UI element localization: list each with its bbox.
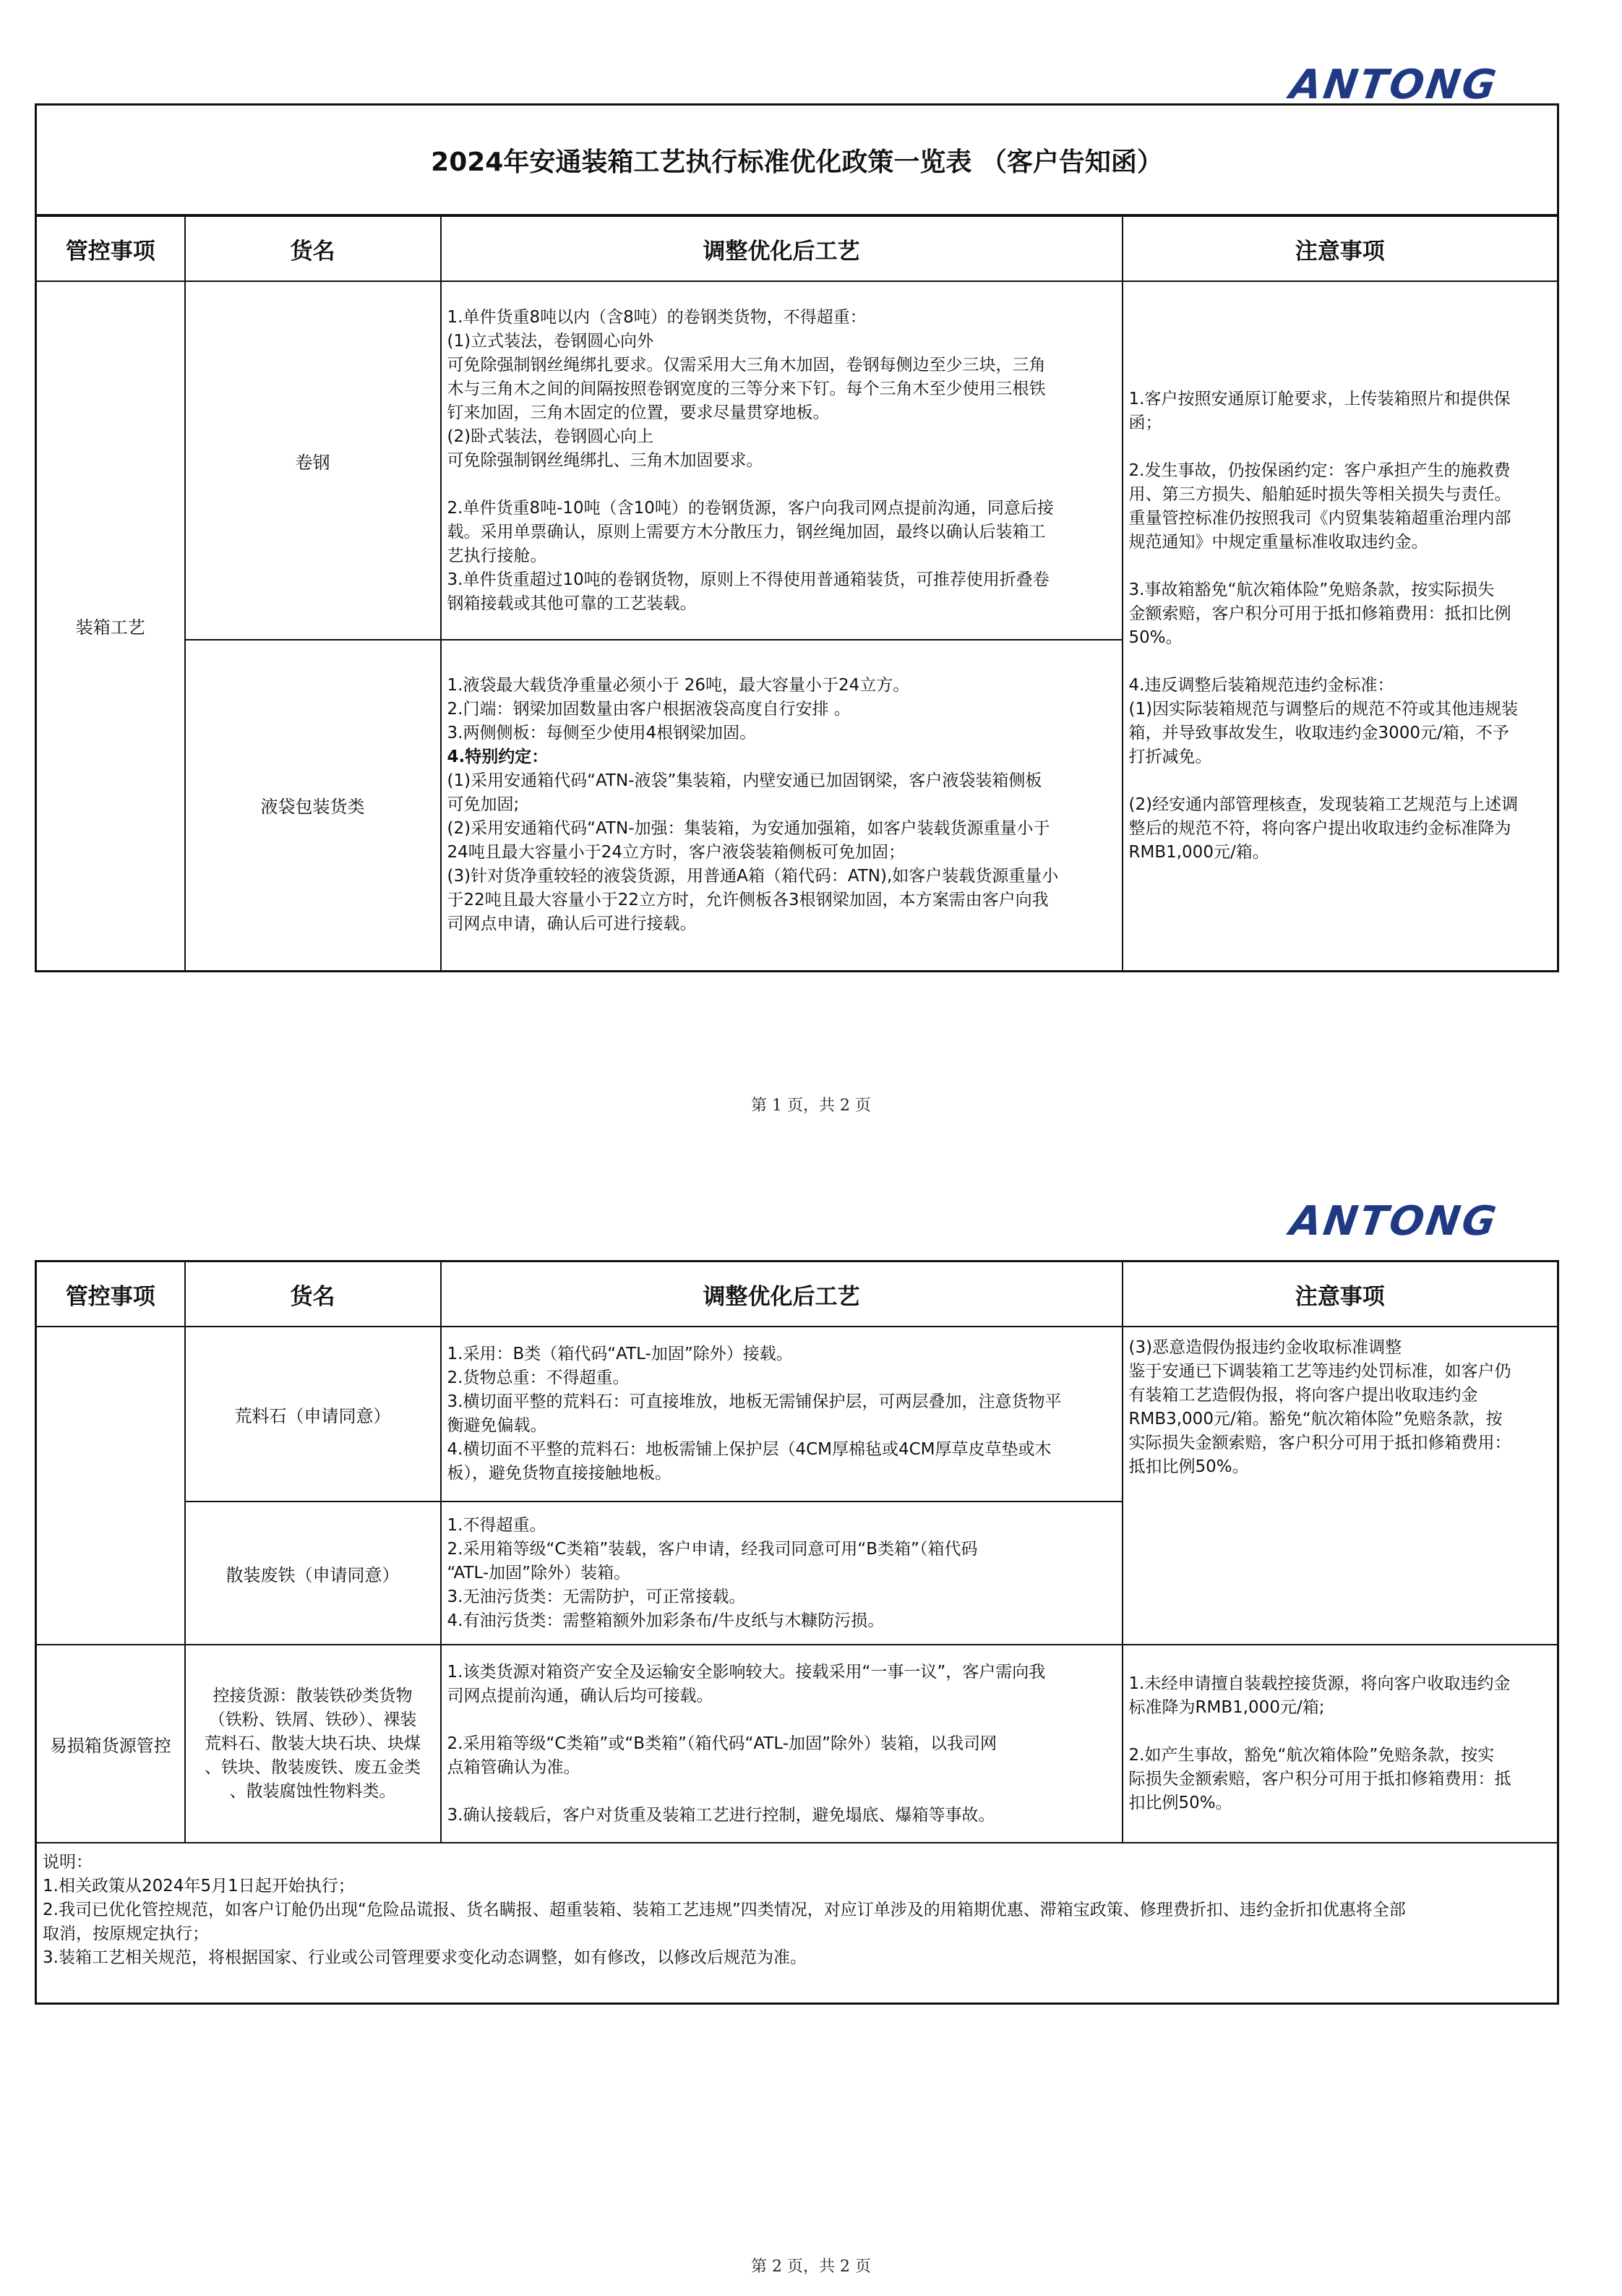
text-line: 4.有油污货类：需整箱额外加彩条布/牛皮纸与木糠防污损。 (447, 1611, 885, 1630)
text-line: 2.如产生事故，豁免“航次箱体险”免赔条款，按实 (1128, 1746, 1495, 1765)
text-line: 衡避免偏载。 (447, 1416, 547, 1435)
header-control: 管控事项 (36, 1261, 185, 1327)
antong-logo: ANTONG (1287, 1198, 1501, 1245)
document-title: 2024年安通装箱工艺执行标准优化政策一览表 （客户告知函） (36, 105, 1558, 216)
text-line: 2.采用箱等级“C类箱”或“B类箱”（箱代码“ATL-加固”除外）装箱，以我司网 (447, 1734, 997, 1753)
text-line: 函； (1128, 413, 1162, 432)
text-line: 打折减免。 (1128, 747, 1212, 766)
text-line: 1.不得超重。 (447, 1515, 546, 1535)
text-line: 可免加固; (447, 795, 520, 815)
goods-coil-steel: 卷钢 (185, 281, 441, 640)
text-line: 规范通知》中规定重量标准收取违约金。 (1128, 532, 1428, 552)
text-line: (2)采用安通箱代码“ATN-加强：集装箱，为安通加强箱，如客户装载货源重量小于 (447, 819, 1050, 839)
text-line: 3.两侧侧板：每侧至少使用4根钢梁加固。 (447, 724, 757, 743)
text-line: 可免除强制钢丝绳绑扎、三角木加固要求。 (447, 450, 763, 470)
text-gap (447, 1780, 1116, 1804)
text-line: “ATL-加固”除外）装箱。 (447, 1563, 631, 1582)
text-line: 1.该类货源对箱资产安全及运输安全影响较大。接载采用“一事一议”，客户需向我 (447, 1662, 1046, 1682)
text-line: 扣比例50%。 (1128, 1794, 1232, 1812)
notes-page1 (1123, 281, 1558, 971)
text-line: 可免除强制钢丝绳绑扎要求。仅需采用大三角木加固，卷钢每侧边至少三块，三角 (447, 355, 1046, 374)
text-line: 用、第三方损失、船舶延时损失等相关损失与责任。 (1128, 484, 1511, 504)
text-line: 抵扣比例50%。 (1128, 1457, 1249, 1476)
text-gap (1129, 554, 1552, 578)
text-line: 荒料石、散装大块石块、块煤 (205, 1734, 421, 1753)
text-line: 3.事故箱豁免“航次箱体险”免赔条款，按实际损失 (1128, 580, 1495, 599)
text-gap (447, 1708, 1116, 1732)
notes-page2-top (1123, 1261, 1558, 1645)
text-line: 3.单件货重超过10吨的卷钢货物，原则上不得使用普通箱装货，可推荐使用折叠卷 (447, 570, 1050, 589)
control-item-blank (36, 1327, 185, 1645)
text-line: 2.单件货重8吨-10吨（含10吨）的卷钢货源，客户向我司网点提前沟通，同意后接 (447, 498, 1054, 518)
text-line: 钢箱接载或其他可靠的工艺装载。 (447, 594, 697, 613)
control-item-packing: 装箱工艺 (36, 281, 185, 971)
text-gap (447, 473, 1116, 497)
text-line: 箱，并导致事故发生，收取违约金3000元/箱，不予 (1128, 723, 1509, 742)
notes-fraud (1123, 1327, 1558, 1488)
process-fragile-cargo (441, 1645, 1123, 1843)
text-line: (1)立式装法，卷钢圆心向外 (447, 331, 654, 351)
text-line: 钉来加固，三角木固定的位置，要求尽量贯穿地板。 (447, 403, 830, 422)
text-line: 3.确认接载后，客户对货重及装箱工艺进行控制，避免塌底、爆箱等事故。 (447, 1805, 995, 1825)
text-line: (3)针对货净重较轻的液袋货源，用普通A箱（箱代码：ATN),如客户装载货源重量小 (447, 867, 1059, 886)
text-line: 司网点申请，确认后可进行接载。 (447, 914, 697, 934)
text-line: 于22吨且最大容量小于22立方时，允许侧板各3根钢梁加固，本方案需由客户向我 (447, 891, 1049, 910)
text-line: (2)卧式装法，卷钢圆心向上 (447, 427, 654, 446)
text-line: 4.违反调整后装箱规范违约金标准： (1128, 675, 1394, 695)
policy-table-page2 (35, 1260, 1559, 2005)
text-line: 2.门端：钢梁加固数量由客户根据液袋高度自行安排 。 (447, 700, 851, 719)
process-rough-stone (441, 1327, 1123, 1502)
antong-logo: ANTONG (1287, 61, 1501, 108)
text-line: 控接货源：散装铁砂类货物 (213, 1686, 413, 1705)
notes-fragile-cargo (1123, 1645, 1558, 1843)
control-item-fragile-cargo: 易损箱货源管控 (36, 1645, 185, 1843)
text-line: RMB1,000元/箱。 (1128, 842, 1269, 862)
text-line: 整后的规范不符，将向客户提出收取违约金标准降为 (1128, 818, 1511, 838)
text-line-bold: 4.特别约定： (447, 748, 549, 767)
text-line: (3)恶意造假伪报违约金收取标准调整 (1128, 1338, 1402, 1357)
page-footer: 第 1 页，共 2 页 (751, 1097, 871, 1115)
policy-table-page1 (35, 103, 1559, 972)
text-line: 点箱管确认为准。 (447, 1757, 580, 1777)
text-line: 载。采用单票确认，原则上需要方木分散压力，钢丝绳加固，最终以确认后装箱工 (447, 522, 1046, 541)
text-line: 2.发生事故，仍按保函约定：客户承担产生的施救费 (1128, 461, 1511, 480)
process-scrap-iron (441, 1502, 1123, 1645)
text-line: 3.横切面平整的荒料石：可直接堆放，地板无需铺保护层，可两层叠加，注意货物平 (447, 1392, 1062, 1411)
text-line: RMB3,000元/箱。豁免“航次箱体险”免赔条款，按 (1128, 1410, 1503, 1428)
text-line: 1.相关政策从2024年5月1日起开始执行； (43, 1877, 355, 1896)
text-line: 板），避免货物直接接触地板。 (447, 1464, 671, 1483)
remarks-heading: 说明： (43, 1853, 93, 1872)
goods-scrap-iron: 散装废铁（申请同意） (185, 1502, 441, 1645)
header-notes: 注意事项 (1123, 215, 1558, 281)
text-line: 3.无油污货类：无需防护，可正常接载。 (447, 1587, 746, 1606)
text-line: 标准降为RMB1,000元/箱; (1128, 1698, 1325, 1717)
goods-controlled-sources (185, 1645, 441, 1843)
header-notes: 注意事项 (1123, 1262, 1558, 1327)
text-line: 金额索赔，客户积分可用于抵扣修箱费用：抵扣比例 (1128, 604, 1511, 623)
text-line: 实际损失金额索赔，客户积分可用于抵扣修箱费用： (1128, 1434, 1511, 1452)
text-line: 际损失金额索赔，客户积分可用于抵扣修箱费用：抵 (1128, 1770, 1511, 1789)
process-coil-steel (441, 281, 1123, 640)
text-line: 1.采用：B类（箱代码“ATL-加固”除外）接载。 (447, 1345, 793, 1363)
text-line: 50%。 (1128, 627, 1183, 647)
text-line: 2.我司已优化管控规范，如客户订舱仍出现“危险品谎报、货名瞒报、超重装箱、装箱工艺违规”四类情况，对应订单涉及的用箱期优惠、滞箱宝政策、修理费折扣、违约金折扣优惠将全部 (43, 1901, 1406, 1919)
text-line: 艺执行接舱。 (447, 546, 547, 565)
text-line: 24吨且最大容量小于24立方时，客户液袋装箱侧板可免加固； (447, 843, 906, 862)
text-gap (1129, 1720, 1552, 1744)
text-line: 重量管控标准仍按照我司《内贸集装箱超重治理内部 (1128, 508, 1511, 528)
text-line: 、铁块、散装废铁、废五金类 (205, 1757, 421, 1777)
header-goods: 货名 (185, 215, 441, 281)
text-line: 2.货物总重：不得超重。 (447, 1368, 630, 1387)
text-line: 取消，按原规定执行； (43, 1924, 209, 1943)
text-line: (1)采用安通箱代码“ATN-液袋”集装箱，内壁安通已加固钢梁，客户液袋装箱侧板 (447, 771, 1042, 791)
text-line: 司网点提前沟通，确认后均可接载。 (447, 1686, 713, 1705)
page-footer: 第 2 页，共 2 页 (751, 2258, 871, 2276)
text-line: 1.单件货重8吨以内（含8吨）的卷钢类货物，不得超重： (447, 307, 867, 327)
header-control: 管控事项 (36, 215, 185, 281)
text-line: 有装箱工艺造假伪报，将向客户提出收取违约金 (1128, 1386, 1478, 1405)
text-gap (1129, 769, 1552, 793)
text-line: 木与三角木之间的间隔按照卷钢宽度的三等分来下钉。每个三角木至少使用三根铁 (447, 379, 1046, 398)
text-line: 鉴于安通已下调装箱工艺等违约处罚标准，如客户仍 (1128, 1362, 1511, 1381)
text-line: 3.装箱工艺相关规范，将根据国家、行业或公司管理要求变化动态调整，如有修改，以修改后规范为准。 (43, 1948, 807, 1967)
text-line: (1)因实际装箱规范与调整后的规范不符或其他违规装 (1128, 699, 1519, 719)
text-line: 、散装腐蚀性物料类。 (229, 1781, 396, 1801)
text-line: 1.液袋最大载货净重量必须小于 26吨，最大容量小于24立方。 (447, 676, 910, 695)
text-gap (1129, 650, 1552, 674)
goods-liquid-bag: 液袋包装货类 (185, 640, 441, 971)
header-goods: 货名 (185, 1261, 441, 1327)
header-process: 调整优化后工艺 (441, 1261, 1123, 1327)
remarks (36, 1843, 1558, 2003)
text-line: (2)经安通内部管理核查，发现装箱工艺规范与上述调 (1128, 794, 1519, 814)
process-liquid-bag (441, 640, 1123, 971)
text-line: 4.横切面不平整的荒料石：地板需铺上保护层（4CM厚棉毡或4CM厚草皮草垫或木 (447, 1440, 1052, 1459)
goods-rough-stone: 荒料石（申请同意） (185, 1327, 441, 1502)
text-line: 2.采用箱等级“C类箱”装载，客户申请，经我司同意可用“B类箱”（箱代码 (447, 1539, 978, 1559)
text-line: 1.未经申请擅自装载控接货源，将向客户收取违约金 (1128, 1674, 1511, 1693)
text-line: （铁粉、铁屑、铁砂）、裸装 (208, 1710, 417, 1729)
text-line: 1.客户按照安通原订舱要求，上传装箱照片和提供保 (1128, 389, 1511, 408)
header-process: 调整优化后工艺 (441, 215, 1123, 281)
text-gap (1129, 435, 1552, 459)
